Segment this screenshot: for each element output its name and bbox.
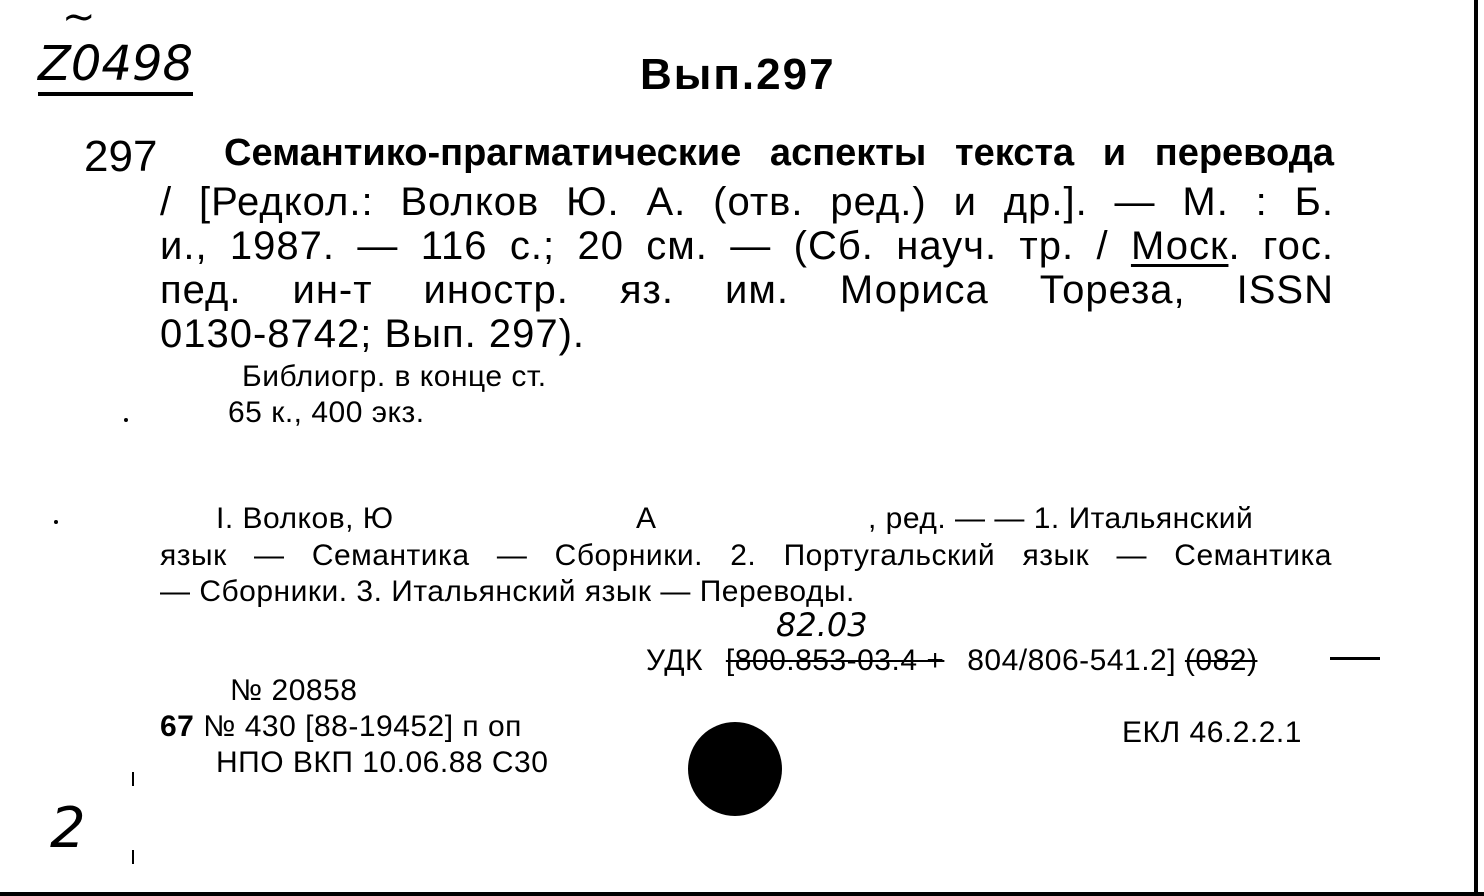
subject-line-3: — Сборники. 3. Итальянский язык — Переводы.	[160, 575, 855, 608]
description-line-3-part-a: и., 1987. — 116 с.; 20 см. — (Сб. науч. тр. /	[160, 224, 1131, 268]
udk-strike-tail	[1330, 657, 1380, 660]
card-right-edge	[1474, 0, 1478, 896]
handwritten-shelf-code	[38, 36, 193, 96]
description-line-3	[160, 224, 1334, 269]
order-line-text: № 430 [88-19452] п оп	[203, 710, 522, 743]
subject-line-1c: , ред. — — 1. Итальянский	[868, 502, 1254, 535]
speck-line	[132, 772, 134, 786]
price-copies: 65 к., 400 экз.	[228, 396, 425, 429]
description-line-2: / [Редкол.: Волков Ю. А. (отв. ред.) и др.]. — М. : Б.	[160, 180, 1334, 224]
bibliography-note: Библиогр. в конце ст.	[242, 360, 547, 393]
udk-struck-end: (082)	[1184, 644, 1258, 677]
punch-hole	[688, 722, 782, 816]
handwritten-bottom-number: 2	[50, 796, 86, 861]
subject-line-1a: I. Волков, Ю	[216, 502, 394, 535]
npo-line: НПО ВКП 10.06.88 С30	[216, 746, 549, 779]
udk-line	[646, 644, 1257, 678]
description-line-4: пед. ин-т иностр. яз. им. Мориса Тореза, ISSN	[160, 268, 1334, 312]
subject-line-2: язык — Семантика — Сборники. 2. Португальский язык — Семантика	[160, 539, 1332, 572]
order-line	[160, 710, 522, 744]
description-line-3-part-b: . гос.	[1228, 224, 1334, 268]
speck	[54, 520, 58, 524]
description-line-3-moscow: Моск	[1130, 224, 1229, 268]
card-bottom-edge	[0, 892, 1484, 896]
ekl-code: ЕКЛ 46.2.2.1	[1122, 716, 1302, 749]
udk-value: 804/806-541.2]	[967, 644, 1177, 677]
issue-header: Вып.297	[640, 50, 836, 99]
handwritten-tilde: ~	[62, 0, 96, 40]
speck	[124, 418, 128, 422]
subject-line-1b: А	[636, 502, 657, 535]
entry-number: 297	[84, 132, 158, 181]
speck-line	[132, 850, 134, 864]
order-line-prefix: 67	[160, 710, 195, 743]
handwritten-classification: 82.03	[776, 606, 868, 644]
handwritten-shelf-code-text: Z0498	[38, 36, 194, 92]
udk-struck: [800.853-03.4 +	[725, 644, 945, 677]
number-line: № 20858	[230, 674, 358, 707]
title: Семантико-прагматические аспекты текста и перевода	[224, 132, 1334, 174]
udk-label: УДК	[646, 644, 704, 677]
description-line-5: 0130-8742; Вып. 297).	[160, 312, 586, 356]
